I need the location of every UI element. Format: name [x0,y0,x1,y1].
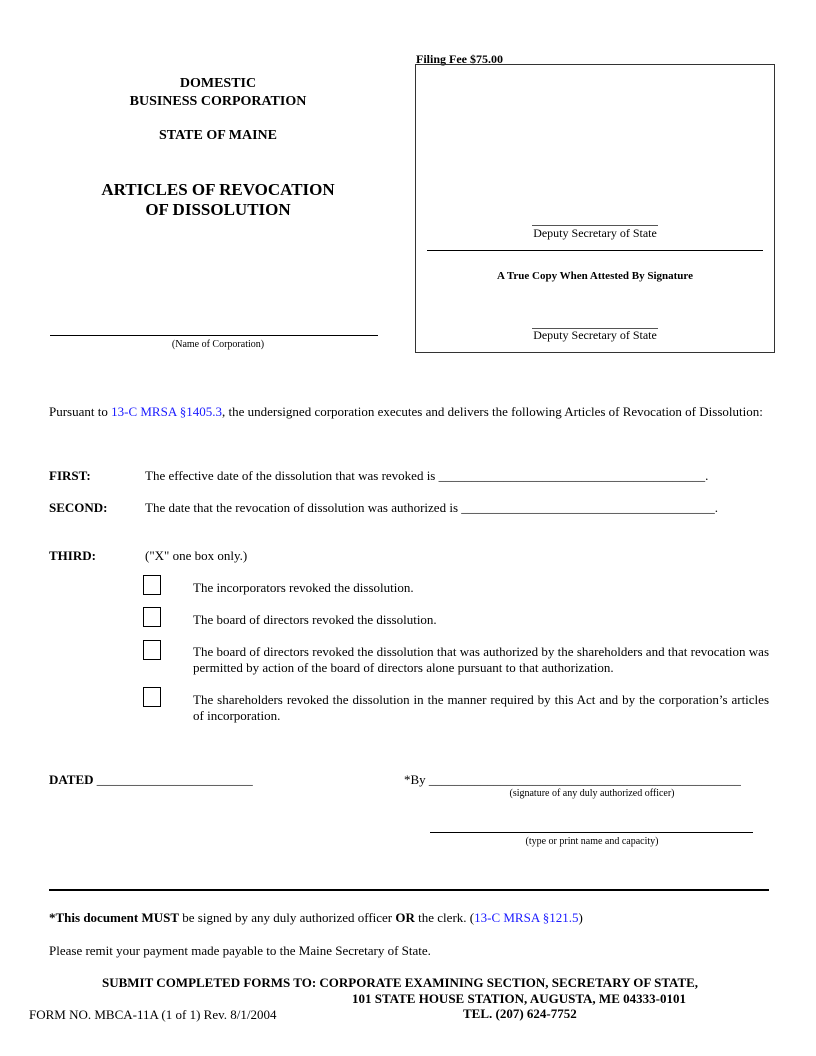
third-instruction: ("X" one box only.) [145,548,248,563]
first-period: . [705,468,709,483]
option-shareholders: The shareholders revoked the dissolution in the manner required by this Act and by the corporation’s articles of incorporation. [193,692,769,723]
dated-label: DATED [49,772,94,787]
checkbox-shareholders[interactable] [143,687,161,707]
header-state: STATE OF MAINE [159,128,277,143]
statute-link-121[interactable]: 13-C MRSA §121.5 [474,910,579,925]
second-text: The date that the revocation of dissolution was authorized is [145,500,462,515]
header-business-corporation: BUSINESS CORPORATION [129,94,307,109]
first-text: The effective date of the dissolution that was revoked is [145,468,439,483]
note-must: MUST [141,910,180,925]
first-label: FIRST: [49,468,91,483]
deputy-caption-2: Deputy Secretary of State [533,328,657,342]
note-part-2: be signed by any duly authorized officer [179,910,396,925]
dated-field[interactable]: ________________________ [96,772,253,787]
page-title-line1: ARTICLES OF REVOCATION [101,180,335,199]
page-title-line2: OF DISSOLUTION [145,200,291,219]
signature-caption: (signature of any duly authorized officer) [509,788,675,799]
corporation-name-field[interactable] [50,335,378,336]
name-capacity-caption: (type or print name and capacity) [525,836,659,847]
filing-box-divider [427,250,763,251]
by-row [404,772,741,788]
checkbox-board-shareholders[interactable] [143,640,161,660]
intro-before: Pursuant to [49,404,112,419]
footer-divider [49,889,769,891]
submit-line-2: 101 STATE HOUSE STATION, AUGUSTA, ME 04333-0101 [352,991,686,1006]
by-label: *By [404,772,426,787]
true-copy-text: A True Copy When Attested By Signature [497,270,693,282]
third-label: THIRD: [49,548,96,563]
intro-paragraph [49,403,769,420]
officer-name-field[interactable] [430,832,753,833]
dated-row [49,772,253,788]
second-period: . [714,500,718,515]
revoked-date-field[interactable]: _________________________________________ [438,468,706,483]
checkbox-incorporators[interactable] [143,575,161,595]
option-board: The board of directors revoked the dissolution. [193,612,437,627]
filing-fee: Filing Fee $75.00 [416,52,503,66]
filing-box [415,64,775,353]
officer-signature-field[interactable]: ________________________________________________ [428,772,741,787]
note-part-1: *This document [49,910,142,925]
option-board-shareholders: The board of directors revoked the dissolution that was authorized by the shareholders and that revocation was permitted by action of the board of directors alone pursuant to that authorization. [193,644,769,675]
checkbox-board[interactable] [143,607,161,627]
note-part-4: ) [578,910,583,925]
header-domestic: DOMESTIC [179,76,257,91]
first-item [145,468,708,484]
second-label: SECOND: [49,500,108,515]
note-part-3: the clerk. ( [414,910,475,925]
intro-after: , the undersigned corporation executes and delivers the following Articles of Revocation of Dissolution: [222,404,763,419]
telephone: TEL. (207) 624-7752 [463,1006,577,1021]
authorized-date-field[interactable]: _______________________________________ [461,500,715,515]
deputy-caption-1: Deputy Secretary of State [533,226,657,240]
signing-note [49,910,583,926]
option-incorporators: The incorporators revoked the dissolution. [193,580,414,595]
note-or: OR [395,910,415,925]
submit-line-1: SUBMIT COMPLETED FORMS TO: CORPORATE EXAMINING SECTION, SECRETARY OF STATE, [102,975,699,990]
second-item [145,500,718,516]
statute-link-1405[interactable]: 13-C MRSA §1405.3 [111,404,223,419]
form-number: FORM NO. MBCA-11A (1 of 1) Rev. 8/1/2004 [29,1007,277,1022]
corporation-name-caption: (Name of Corporation) [171,339,265,350]
remit-note: Please remit your payment made payable to the Maine Secretary of State. [49,943,431,958]
